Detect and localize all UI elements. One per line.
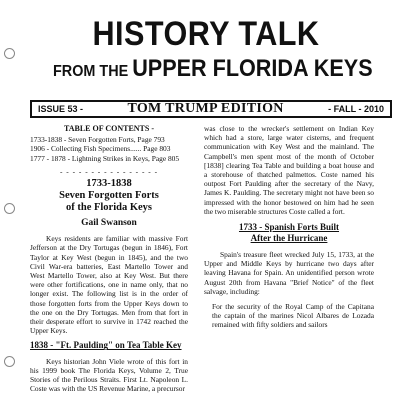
- right-column: [204, 124, 374, 330]
- section-subhead: 1838 - "Ft. Paulding" on Tea Table Key: [30, 340, 182, 351]
- toc-item: 1906 - Collecting Fish Specimens...... Page 803: [30, 144, 171, 154]
- article-title: [30, 178, 188, 214]
- subtitle-from: FROM THE: [53, 63, 129, 80]
- subhead-line: 1733 - Spanish Forts Built: [238, 222, 340, 233]
- body-paragraph: Keys residents are familiar with massive Fort Jefferson at the Dry Tortugas (begun in 1846), Fort Taylor at Key West (begun in 1845), and the two Civil War-era batteries, East Martello Tower and West Martello Tower, also at Key West. But there were other fortifications, one in name only, that no longer exist. The following list is in the order of those forgotten forts from the Upper Keys down to the one on the Dry Tortugas. Men from that fort in their desperate effort to survive in 1742 reached the Upper Keys.: [30, 234, 188, 336]
- body-paragraph: was close to the wrecker's settlement on Indian Key which had a store, large water cisterns, and frequent communication with Key West and the mainland. The Campbell's men spent most of the month of October [1838] clearing Tea Table and building a boat house and a storehouse of thatched palmettos. Coste named his outpost Fort Paulding after the secretary of the Navy, James K. Paulding. The secretary might not have been so impressed with the honor bestowed on him had he seen the two miserable structures Coste called a fort.: [204, 124, 374, 216]
- binder-hole: [4, 48, 15, 59]
- toc-item: 1777 - 1878 - Lightning Strikes in Keys, Page 805: [30, 153, 180, 163]
- divider: - - - - - - - - - - - - - - - -: [59, 166, 159, 176]
- subtitle-place: UPPER FLORIDA KEYS: [132, 55, 373, 82]
- newsletter-title: HISTORY TALK: [92, 15, 320, 53]
- issue-bar: [30, 100, 392, 118]
- article-author: Gail Swanson: [81, 218, 137, 229]
- toc-item: 1733-1838 - Seven Forgotten Forts, Page 793: [30, 135, 165, 145]
- issue-number: ISSUE 53 -: [38, 104, 84, 114]
- article-title-line: Seven Forgotten Forts: [59, 190, 159, 202]
- subhead-line: After the Hurricane: [250, 233, 328, 244]
- newsletter-subtitle: [53, 55, 373, 85]
- block-quote: For the security of the Royal Camp of the Capitana the captain of the marines Nicol Albares de Lozada remained with fifty soldiers and sailors: [212, 302, 374, 330]
- issue-season: - FALL - 2010: [328, 104, 384, 114]
- left-column: [30, 124, 188, 399]
- masthead: [36, 14, 376, 85]
- binder-hole: [4, 356, 15, 367]
- binder-hole: [4, 203, 15, 214]
- edition-title: TOM TRUMP EDITION: [127, 101, 284, 116]
- article-years: 1733-1838: [86, 178, 132, 190]
- article-title-line: of the Florida Keys: [65, 202, 153, 214]
- body-paragraph: Spain's treasure fleet wrecked July 15, 1733, at the Upper and Middle Keys by hurricane two days after leaving Havana for Spain. An unidentified person wrote August 20th from Havana "Brief Notice" of the fleet salvage, including:: [204, 250, 374, 296]
- section-subhead: [204, 222, 374, 244]
- body-paragraph: Keys historian John Viele wrote of this fort in his 1999 book The Florida Keys, Volume 2, True Stories of the Perilous Straits. First Lt. Napoleon L. Coste was with the US Revenue Marine, a precursor: [30, 356, 188, 394]
- toc-title: TABLE OF CONTENTS -: [63, 124, 154, 133]
